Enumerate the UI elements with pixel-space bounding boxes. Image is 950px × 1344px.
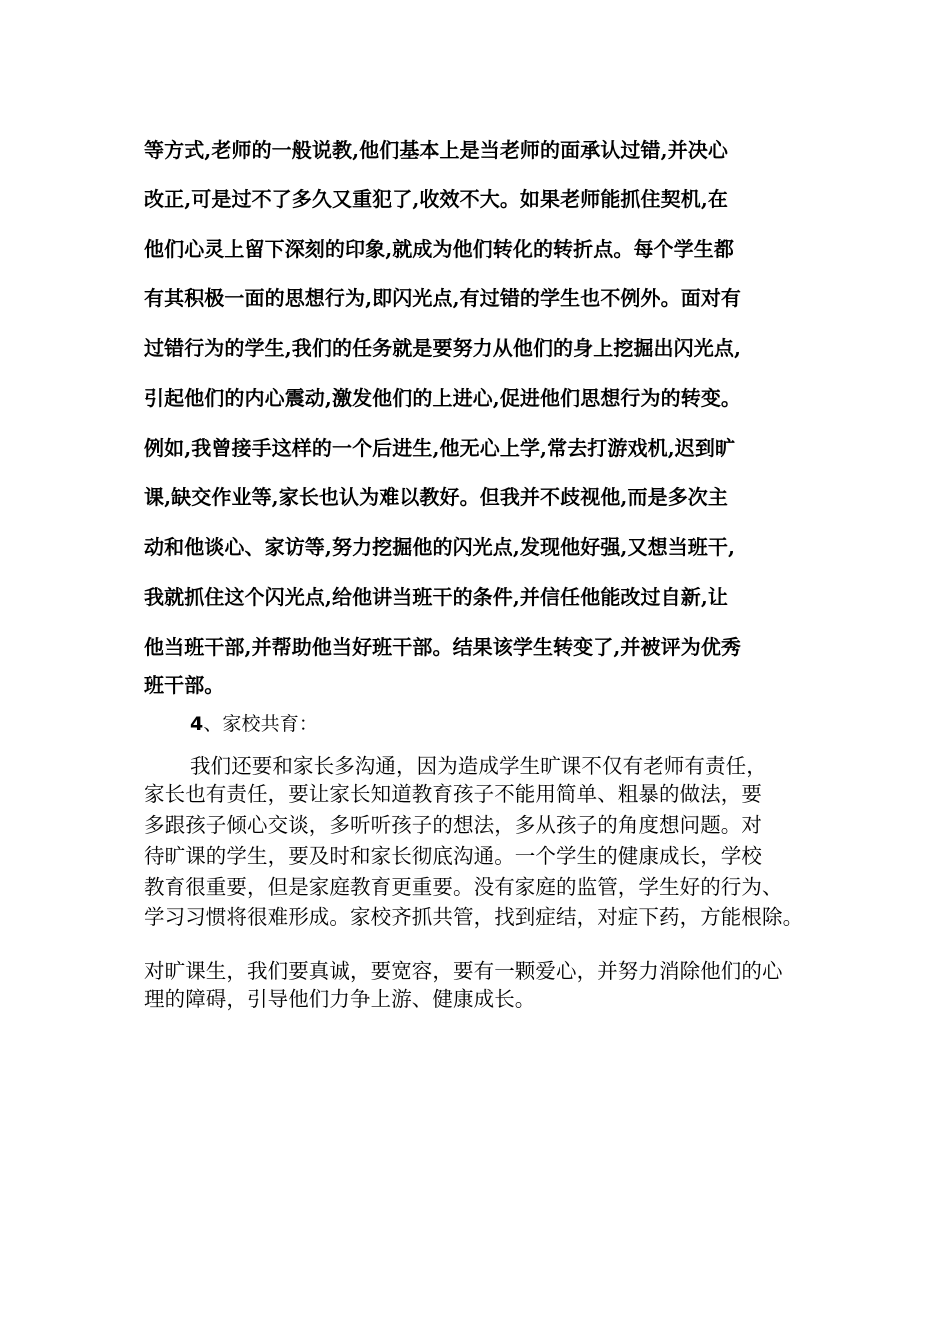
text-line: 等方式,老师的一般说教,他们基本上是当老师的面承认过错,并决心 [144, 138, 728, 162]
text-line: 多跟孩子倾心交谈，多听听孩子的想法，多从孩子的角度想问题。对 [144, 813, 762, 837]
text-line: 待旷课的学生，要及时和家长彻底沟通。一个学生的健康成长，学校 [144, 844, 762, 868]
text-line: 动和他谈心、家访等,努力挖掘他的闪光点,发现他好强,又想当班干, [144, 535, 736, 559]
text-line: 引起他们的内心震动,激发他们的上进心,促进他们思想行为的转变。 [144, 386, 742, 410]
text-line: 改正,可是过不了多久又重犯了,收效不大。如果老师能抓住契机,在 [144, 187, 728, 211]
text-line: 有其积极一面的思想行为,即闪光点,有过错的学生也不例外。面对有 [144, 286, 742, 310]
text-line: 班干部。 [144, 673, 225, 697]
text-line: 家长也有责任，要让家长知道教育孩子不能用简单、粗暴的做法，要 [144, 782, 762, 806]
text-line: 课,缺交作业等,家长也认为难以教好。但我并不歧视他,而是多次主 [144, 485, 728, 509]
section-number: 4 [190, 713, 204, 735]
text-line: 我们还要和家长多沟通，因为造成学生旷课不仅有老师有责任， [190, 754, 767, 778]
section-title: 、家校共育： [203, 713, 318, 735]
text-line: 过错行为的学生,我们的任务就是要努力从他们的身上挖掘出闪光点, [144, 336, 742, 360]
text-line: 理的障碍，引导他们力争上游、健康成长。 [144, 987, 536, 1011]
text-line: 他们心灵上留下深刻的印象,就成为他们转化的转折点。每个学生都 [144, 237, 734, 261]
text-line: 教育很重要，但是家庭教育更重要。没有家庭的监管，学生好的行为、 [144, 875, 783, 899]
text-line: 我就抓住这个闪光点,给他讲当班干的条件,并信任他能改过自新,让 [144, 585, 728, 609]
text-line: 学习习惯将很难形成。家校齐抓共管，找到症结，对症下药，方能根除。 [144, 905, 804, 929]
text-line: 对旷课生，我们要真诚，要宽容，要有一颗爱心，并努力消除他们的心 [144, 959, 783, 983]
section-heading [190, 710, 870, 738]
text-line: 他当班干部,并帮助他当好班干部。结果该学生转变了,并被评为优秀 [144, 635, 742, 659]
text-line: 例如,我曾接手这样的一个后进生,他无心上学,常去打游戏机,迟到旷 [144, 436, 736, 460]
